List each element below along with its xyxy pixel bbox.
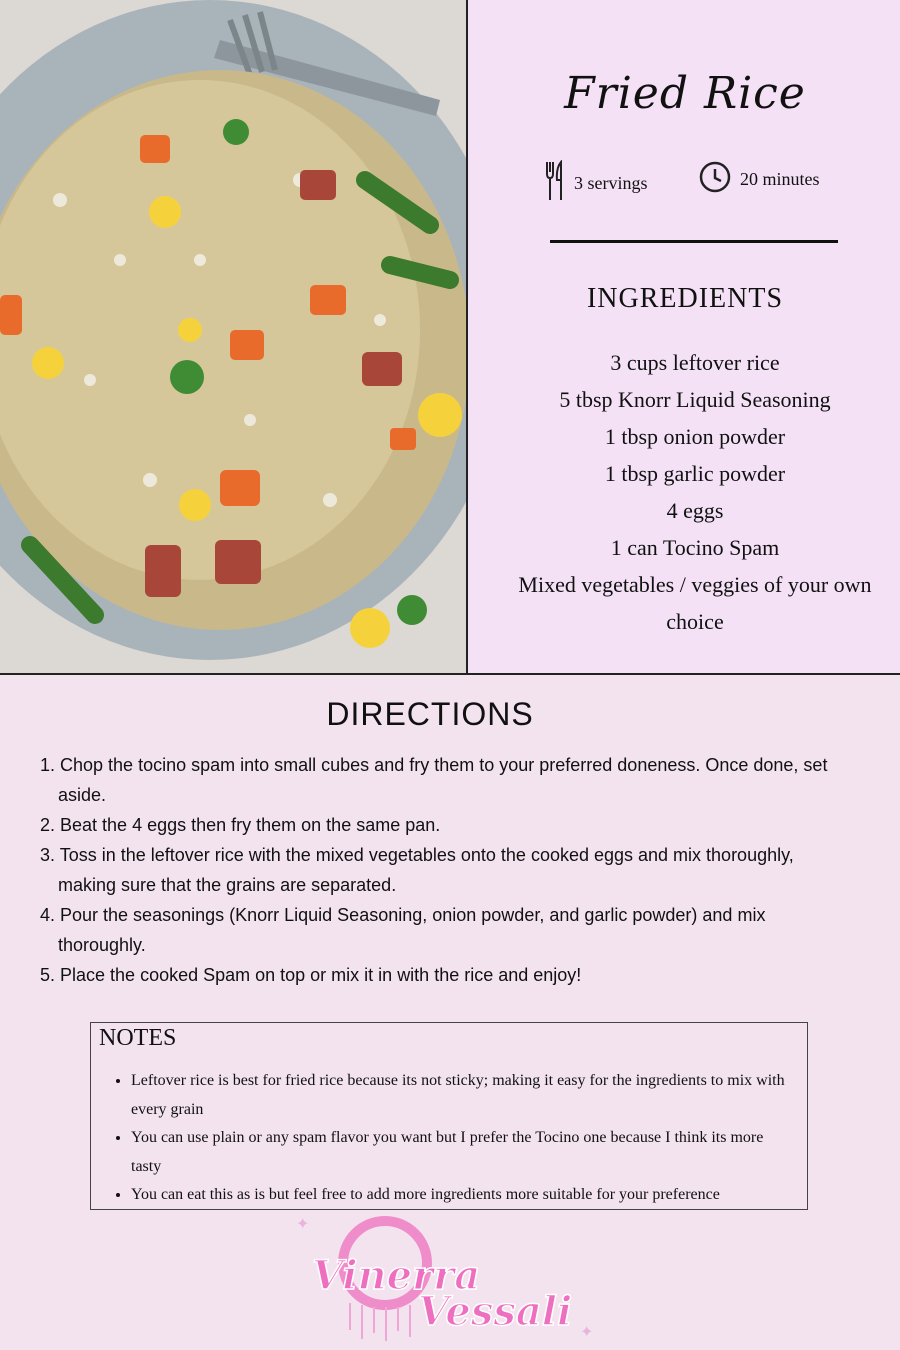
ingredient-item: 3 cups leftover rice [610, 350, 780, 375]
note-item: • You can eat this as is but feel free to add more ingredients more suitable for your preference [131, 1181, 791, 1210]
time-label: 20 minutes [740, 169, 820, 189]
time-meta [698, 160, 820, 199]
ingredient-item: Mixed vegetables / veggies of your own choice [518, 572, 872, 634]
ingredient-item: 1 tbsp garlic powder [604, 461, 786, 486]
divider-line [550, 240, 838, 243]
direction-step: 1. Chop the tocino spam into small cubes and fry them to your preferred doneness. Once done, set aside. [40, 755, 828, 805]
notes-box [90, 1022, 808, 1210]
notes-list [101, 1067, 791, 1210]
ingredient-item: 1 tbsp onion powder [604, 424, 786, 449]
direction-step: 5. Place the cooked Spam on top or mix it in with the rice and enjoy! [40, 965, 582, 985]
clock-icon [698, 160, 732, 199]
ingredient-item: 1 can Tocino Spam [610, 535, 780, 560]
fried-rice-photo [0, 0, 466, 673]
recipe-info-panel [466, 0, 900, 673]
vinerra-vessali-logo [290, 1215, 610, 1345]
servings-label: 3 servings [574, 173, 648, 193]
ingredients-list [498, 344, 892, 640]
ingredient-item: 4 eggs [666, 498, 724, 523]
direction-step: 3. Toss in the leftover rice with the mixed vegetables onto the cooked eggs and mix thoroughly, making sure that the grains are separated. [40, 845, 794, 895]
svg-text:✦: ✦ [580, 1322, 594, 1341]
logo-line-2: Vessali [418, 1288, 573, 1335]
recipe-title: Fried Rice [564, 68, 806, 119]
fork-knife-icon [544, 160, 566, 207]
notes-heading: NOTES [99, 1025, 177, 1051]
servings-meta [544, 160, 648, 207]
svg-text:✦: ✦ [296, 1215, 310, 1233]
directions-list [40, 750, 850, 990]
ingredients-heading: INGREDIENTS [586, 283, 784, 314]
direction-step: 4. Pour the seasonings (Knorr Liquid Seasoning, onion powder, and garlic powder) and mix thoroughly. [40, 905, 766, 955]
directions-heading: DIRECTIONS [326, 696, 534, 732]
direction-step: 2. Beat the 4 eggs then fry them on the same pan. [40, 815, 441, 835]
note-item: • Leftover rice is best for fried rice because its not sticky; making it easy for the ingredients to mix with every grain [131, 1067, 791, 1124]
ingredient-item: 5 tbsp Knorr Liquid Seasoning [559, 387, 831, 412]
section-divider [0, 673, 900, 675]
note-item: • You can use plain or any spam flavor you want but I prefer the Tocino one because I think its more tasty [131, 1124, 791, 1181]
logo-line-1: Vinerra [312, 1252, 481, 1299]
